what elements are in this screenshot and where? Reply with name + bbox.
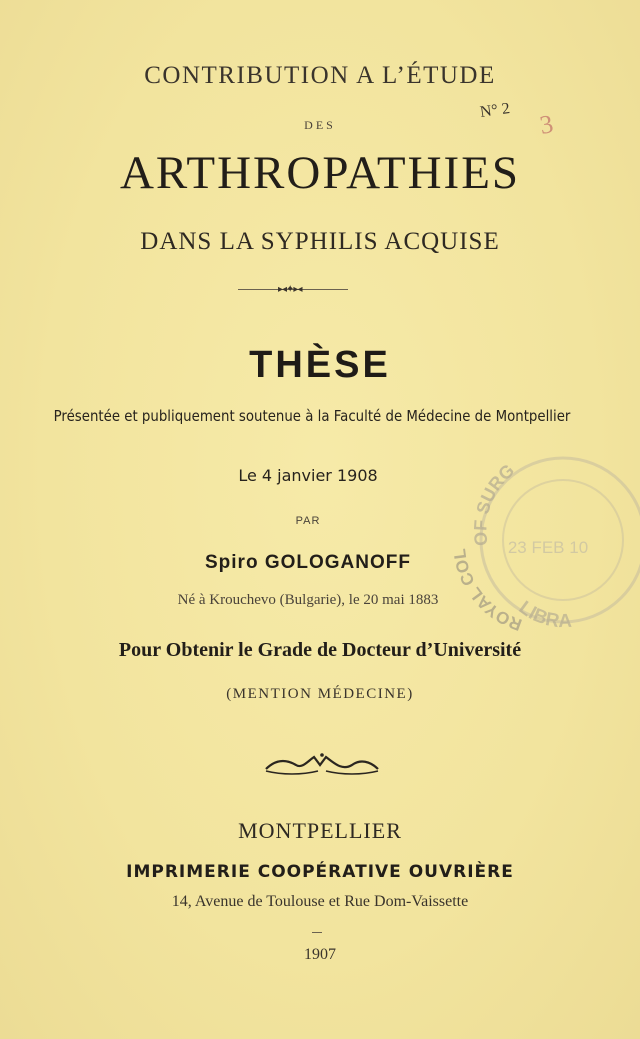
title-line-des: DES bbox=[304, 118, 336, 132]
catalog-number: N° 2 bbox=[478, 100, 511, 122]
ornament-vignette-icon bbox=[262, 751, 382, 777]
svg-text:OF SURG bbox=[470, 460, 518, 547]
stamp-text-bottom: LIBRA bbox=[514, 597, 573, 633]
stamp-text-middle: 23 FEB 10 bbox=[507, 538, 589, 557]
author-name: Spiro GOLOGANOFF bbox=[205, 552, 411, 573]
svg-text:LIBRA bbox=[515, 597, 573, 632]
handwritten-mark: 3 bbox=[537, 109, 556, 140]
mention-line: (MENTION MÉDECINE) bbox=[226, 686, 414, 702]
printer-address: 14, Avenue de Toulouse et Rue Dom-Vaissette bbox=[171, 893, 469, 910]
grade-line: Pour Obtenir le Grade de Docteur d’Université bbox=[118, 639, 522, 661]
library-stamp bbox=[448, 435, 640, 645]
par-label: PAR bbox=[295, 515, 321, 527]
title-subtitle: DANS LA SYPHILIS ACQUISE bbox=[140, 228, 500, 255]
printer-name: IMPRIMERIE COOPÉRATIVE OUVRIÈRE bbox=[126, 862, 514, 882]
publication-year: 1907 bbox=[304, 946, 336, 963]
title-main: ARTHROPATHIES bbox=[119, 147, 521, 199]
svg-text:ROYAL COL bbox=[450, 548, 524, 635]
rule-ornament-icon: ▸◂✦▸◂ bbox=[278, 284, 302, 295]
presentation-line: Présentée et publiquement soutenue à la Faculté de Médecine de Montpellier bbox=[53, 407, 571, 425]
defense-date: Le 4 janvier 1908 bbox=[238, 466, 378, 485]
divider bbox=[312, 932, 322, 933]
stamp-text-top: OF SURG bbox=[470, 460, 519, 547]
stamp-text-left: ROYAL COL bbox=[450, 547, 525, 635]
title-line-contribution: CONTRIBUTION A L’ÉTUDE bbox=[144, 62, 496, 89]
author-birth: Né à Krouchevo (Bulgarie), le 20 mai 1883 bbox=[177, 592, 439, 608]
these-heading: THÈSE bbox=[249, 344, 391, 386]
city: MONTPELLIER bbox=[238, 818, 402, 843]
